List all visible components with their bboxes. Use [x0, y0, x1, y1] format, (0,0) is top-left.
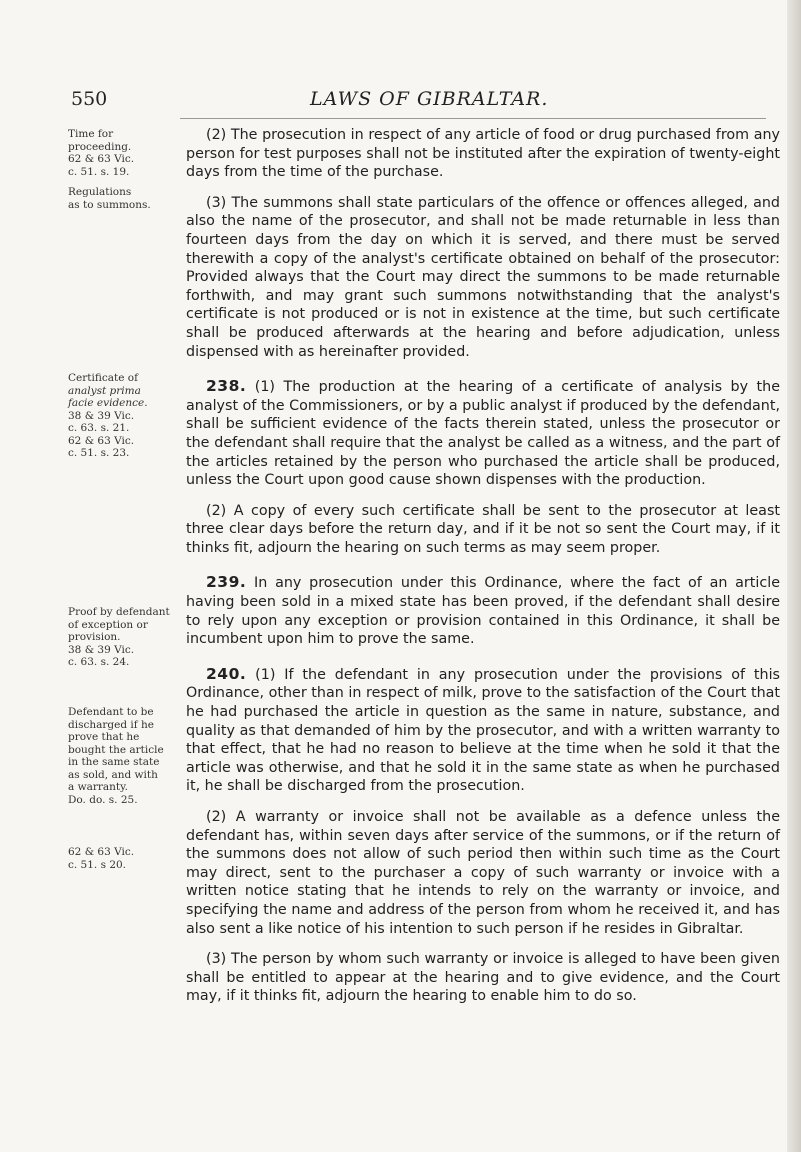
margin-line: of exception or [68, 618, 148, 631]
margin-line: 62 & 63 Vic. [68, 153, 135, 165]
section-238 [186, 377, 780, 490]
paragraph-text: (2) A copy of every such certificate shall be sent to the prosecutor at least three clear days before the return day, and if it be not so sent the Court may, if it thinks fit, adjourn the hearing on such terms as may seem proper. [186, 502, 780, 556]
paragraph-text: (3) The person by whom such warranty or invoice is alleged to have been given shall be entitled to appear at the hearing and to give evidence, and the Court may, if it thinks fit, adjourn the hearing to enable him to do so. [186, 951, 780, 1005]
paragraph-text: (2) A warranty or invoice shall not be available as a defence unless the defendant has, within seven days after service of the summons, or if the return of the summons does not allow of such period then within such time as the Court may direct, sent to the purchaser a copy of such warranty or invoice with a written notice stating that he intends to rely on the warranty or invoice, and specifying the name and address of the person from whom he received it, and has also sent a like notice of his intention to such person if he resides in Gibraltar. [186, 809, 780, 937]
body-text [186, 126, 780, 1018]
section-number: 240. [206, 664, 247, 683]
paragraph-text: (3) The summons shall state particulars of the offence or offences alleged, and also the name of the prosecutor, and shall not be made returnable in less than fourteen days from the day on which it is served, and there must be served therewith a copy of the analyst's certificate obtained on behalf of the prosecutor: Provided always that the Court may direct the summons to be made returnable forthwith, and may grant such summons notwithstanding that the analyst's certificate is not produced or is not in existence at the time, but such certificate shall be produced afterwards at the hearing and before adjudication, unless dispensed with as hereinafter provided. [186, 194, 780, 360]
margin-line: discharged if he [68, 718, 154, 731]
margin-line: Time for [68, 128, 114, 140]
margin-note-regulations [68, 186, 176, 211]
margin-note-defendant-discharged [68, 706, 176, 806]
paragraph [186, 126, 780, 182]
margin-line: as sold, and with [68, 768, 158, 781]
margin-line: 38 & 39 Vic. [68, 643, 135, 656]
margin-line: bought the article [68, 743, 164, 756]
paragraph-text: (1) The production at the hearing of a certificate of analysis by the analyst of the Commissioners, or by a public analyst if produced by the defendant, shall be sufficient evidence of the facts therein stated, unless the prosecutor or the defendant shall require that the analyst be called as a witness, and the part of the articles retained by the person who purchased the article shall be produced, unless the Court upon good cause shown dispenses with the production. [186, 379, 780, 489]
margin-line: Defendant to be [68, 706, 154, 718]
margin-note-62-63-vic [68, 846, 176, 871]
paragraph-text: (2) The prosecution in respect of any article of food or drug purchased from any person for test purposes shall not be instituted after the expiration of twenty-eight days from the time of the purchase. [186, 127, 780, 181]
section-number: 238. [206, 377, 247, 396]
page-edge [787, 0, 801, 1152]
section-240 [186, 665, 780, 796]
margin-note-proof-by-defendant [68, 606, 176, 669]
margin-line: 38 & 39 Vic. [68, 409, 135, 422]
margin-line: c. 51. s. 23. [68, 447, 130, 459]
paragraph [186, 950, 780, 1006]
margin-line: analyst prima [68, 384, 141, 397]
margin-line: c. 63. s. 24. [68, 656, 130, 668]
page-number: 550 [71, 88, 108, 110]
margin-line: proceeding. [68, 140, 132, 153]
margin-line: provision. [68, 631, 121, 643]
margin-line: in the same state [68, 756, 160, 768]
margin-line: prove that he [68, 731, 140, 743]
margin-line: 62 & 63 Vic. [68, 434, 135, 447]
margin-line: facie evidence. [68, 397, 148, 409]
running-title: LAWS OF GIBRALTAR. [310, 88, 549, 110]
section-239 [186, 573, 780, 648]
margin-note-certificate [68, 372, 176, 460]
margin-line: Certificate of [68, 372, 138, 384]
margin-line: Do. do. s. 25. [68, 793, 138, 806]
paragraph [186, 502, 780, 558]
margin-line: as to summons. [68, 198, 151, 211]
margin-line: c. 51. s 20. [68, 858, 127, 871]
header-rule [180, 118, 766, 119]
paragraph-text: (1) If the defendant in any prosecution under the provisions of this Ordinance, other than in respect of milk, prove to the satisfaction of the Court that he had purchased the article in question as the same in nature, substance, and quality as that demanded of him by the prosecutor, and with a written warranty to that effect, that he had no reason to believe at the time when he sold it that the article was otherwise, and that he sold it in the same state as when he purchased it, he shall be discharged from the prosecution. [186, 666, 780, 795]
margin-line: 62 & 63 Vic. [68, 846, 135, 858]
margin-line: Proof by defendant [68, 606, 170, 618]
margin-note-time-for-proceeding [68, 128, 176, 178]
page-header [0, 88, 801, 114]
paragraph [186, 808, 780, 938]
paragraph-text: In any prosecution under this Ordinance, where the fact of an article having been sold in a mixed state has been proved, if the defendant shall desire to rely upon any exception or provision contained in this Ordinance, it shall be incumbent upon him to prove the same. [186, 575, 781, 648]
margin-line: Regulations [68, 186, 132, 198]
section-number: 239. [206, 573, 247, 592]
margin-line: a warranty. [68, 781, 129, 793]
margin-line: c. 63. s. 21. [68, 422, 130, 434]
margin-line: c. 51. s. 19. [68, 165, 130, 178]
paragraph [186, 194, 780, 361]
